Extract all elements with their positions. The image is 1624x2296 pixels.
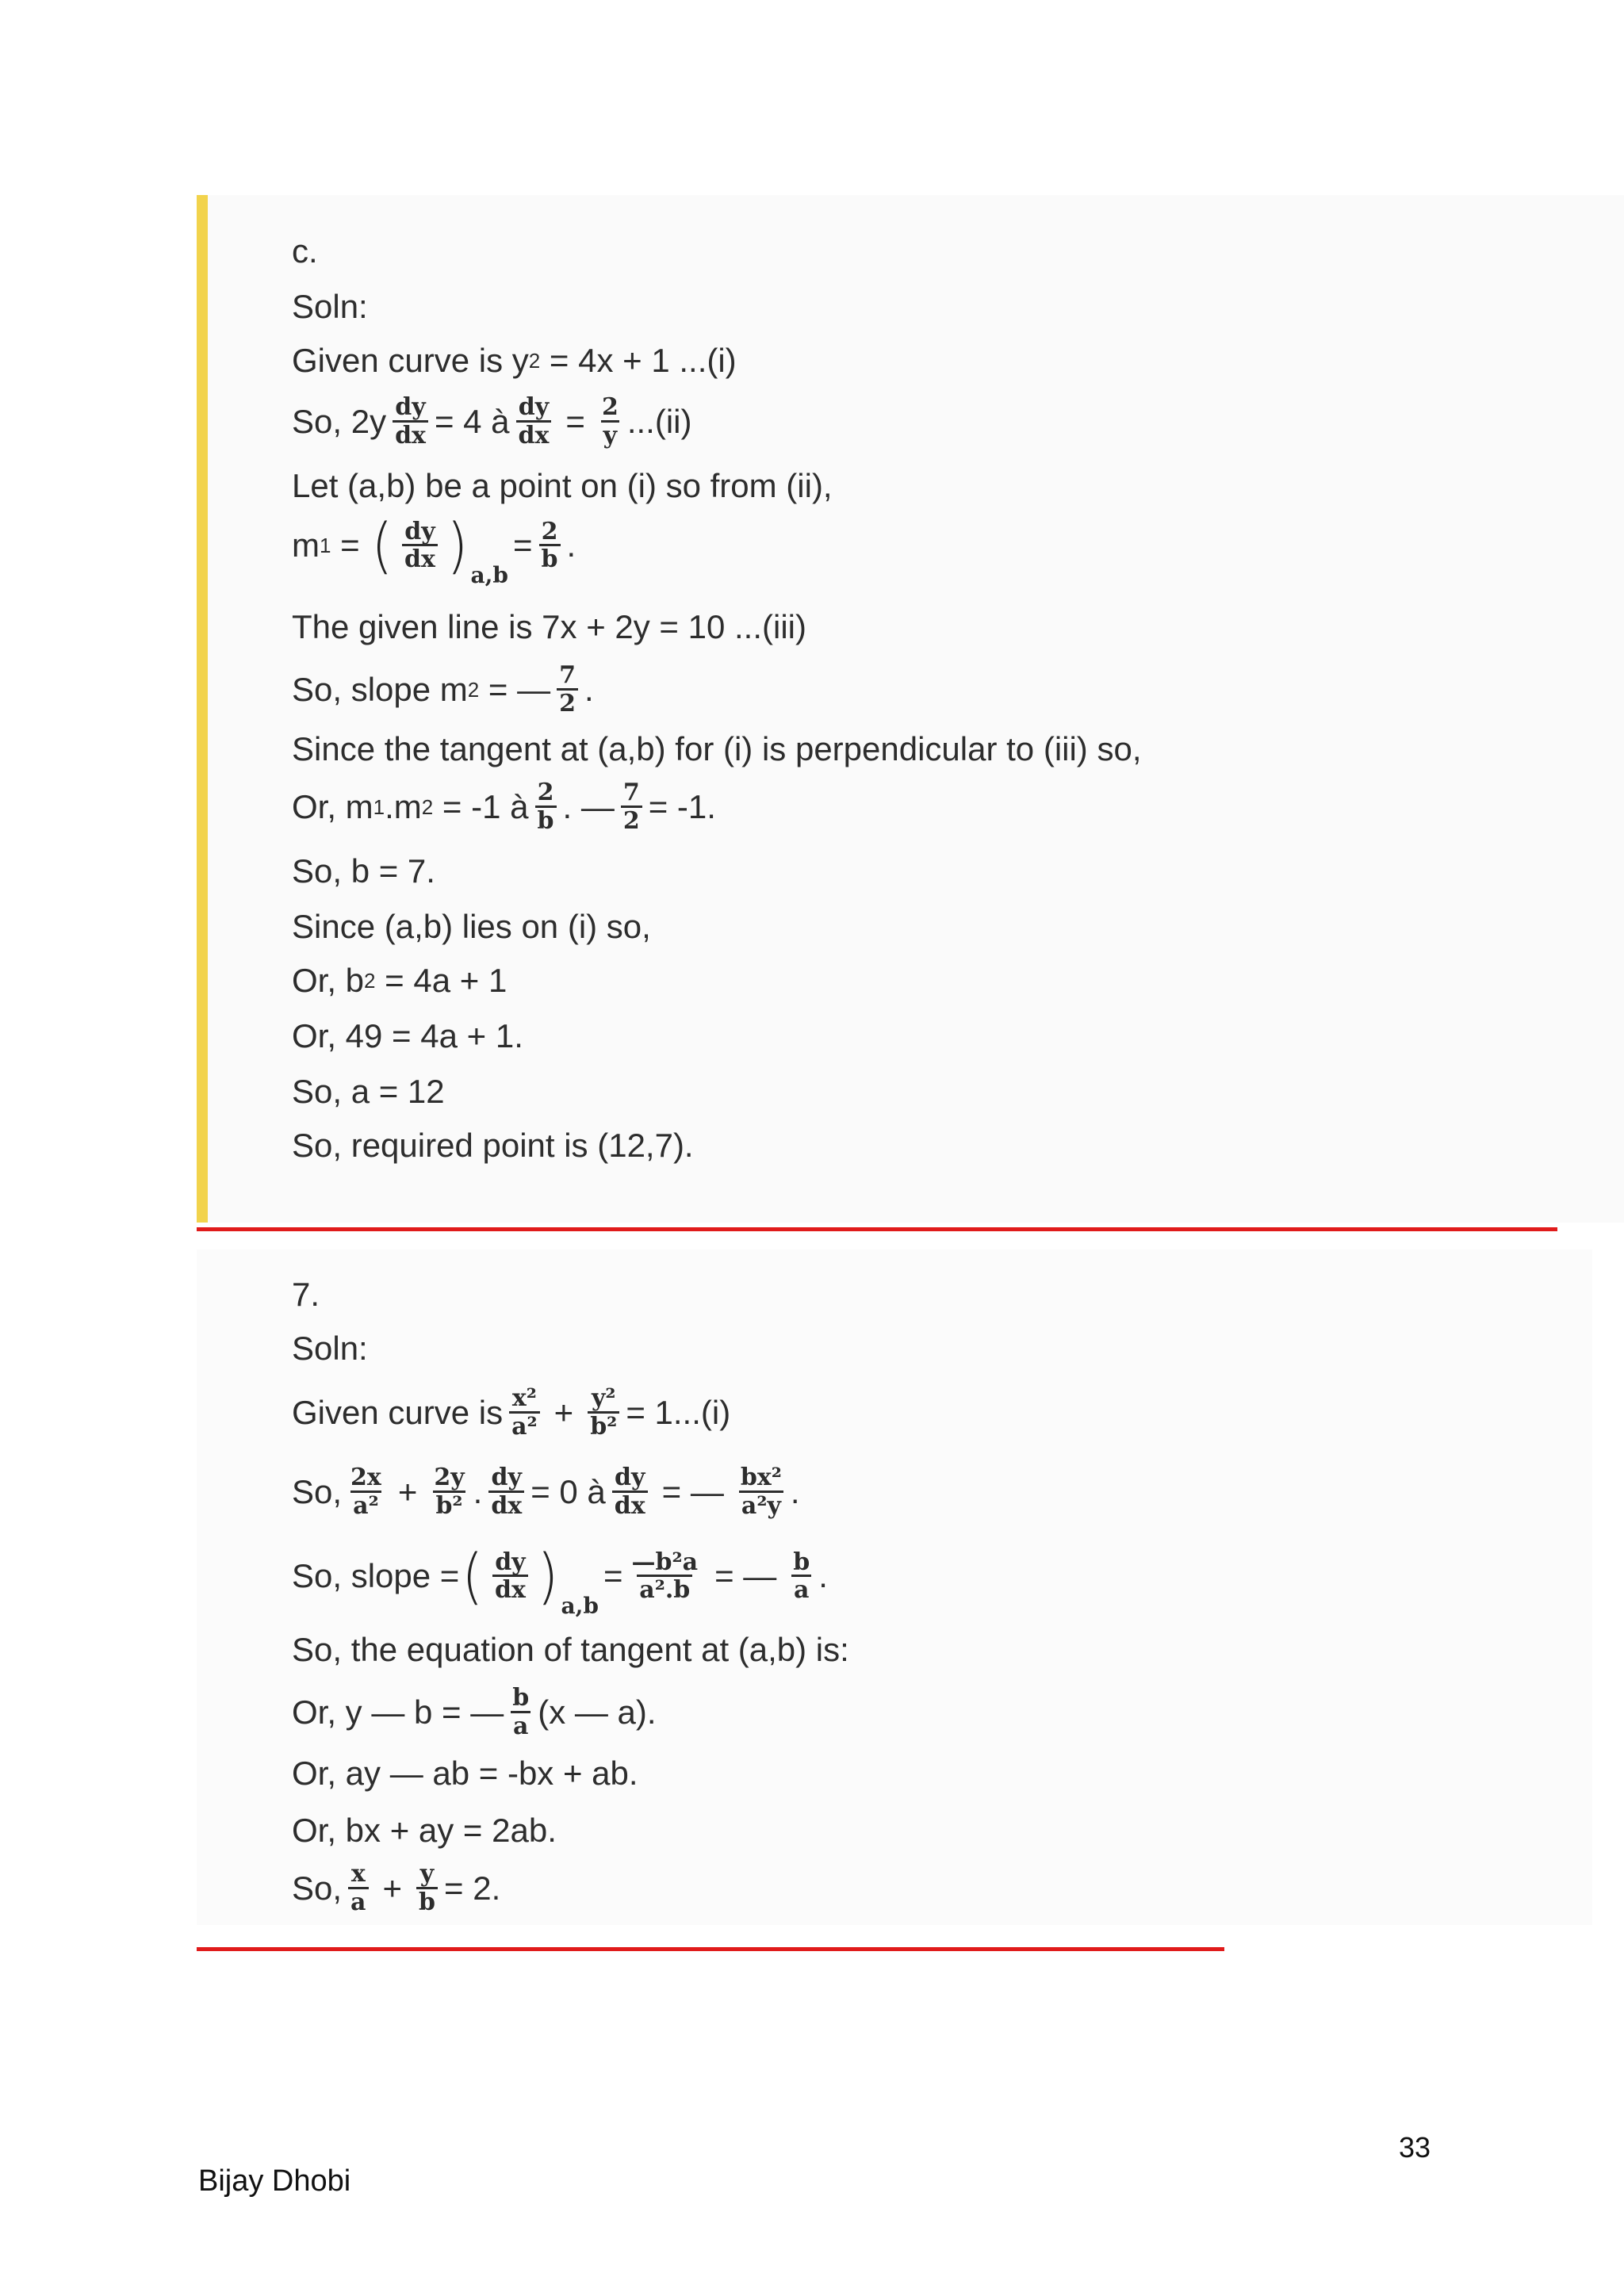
section-c-since-tangent: Since the tangent at (a,b) for (i) is perpendicular to (iii) so,: [292, 730, 1142, 767]
fraction: $\frac{dy}{dx}$: [516, 395, 552, 448]
fraction: $\frac{2}{b}$: [539, 519, 561, 572]
fraction: $\frac{7}{2}$: [557, 663, 578, 716]
fraction: $\frac{dy}{dx}$: [612, 1465, 648, 1518]
section-c-m1: m 1 = ( $\frac{dy}{dx}$ ) a,b = $\frac{2}{b}$ .: [292, 510, 576, 588]
section-7-eq-tangent: So, the equation of tangent at (a,b) is:: [292, 1631, 849, 1668]
fraction: $\frac{\text{y²}}{\text{b²}}$: [588, 1386, 619, 1439]
fraction: $\frac{\text{x²}}{\text{a²}}$: [509, 1386, 540, 1439]
section-7-derivative: So, $\frac{2x}{\text{a²}}$ + $\frac{2y}{\text{b²}}$ . $\frac{dy}{dx}$ = 0 à $\frac{dy}{dx}$ = — $\frac{\text{bx²}}{\text{a²y}}$ .: [292, 1464, 800, 1520]
fraction: $\frac{b}{a}$: [791, 1550, 812, 1603]
section-7-so-final: So, $\frac{x}{a}$ + $\frac{y}{b}$ = 2.: [292, 1860, 501, 1916]
divider-rule-bottom: [197, 1947, 1224, 1951]
fraction: $\frac{x}{a}$: [348, 1862, 368, 1915]
fraction: $\frac{2}{y}$: [601, 393, 619, 450]
section-c-derivative: So, 2y $\frac{dy}{dx}$ = 4 à $\frac{dy}{dx}$ = $\frac{2}{y}$ ...(ii): [292, 393, 692, 450]
fraction: $\frac{b}{a}$: [510, 1686, 531, 1739]
fraction: $\frac{7}{2}$: [621, 780, 642, 833]
section-c-given-line: The given line is 7x + 2y = 10 ...(iii): [292, 608, 806, 645]
section-c-so-a: So, a = 12: [292, 1073, 445, 1110]
fraction: $\frac{2y}{\text{b²}}$: [434, 1464, 465, 1520]
section-c-or-b2: Or, b 2 = 4a + 1: [292, 962, 508, 999]
page-number: 33: [1399, 2131, 1431, 2164]
section-c-given-curve: Given curve is y 2 = 4x + 1 ...(i): [292, 342, 737, 379]
section-c-so-b: So, b = 7.: [292, 852, 435, 890]
fraction: $\frac{2x}{\text{a²}}$: [350, 1464, 381, 1520]
section-7-or-y: Or, y — b = — $\frac{b}{a}$ (x — a).: [292, 1684, 657, 1740]
section-c-or-m1m2: Or, m 1 .m 2 = -1 à $\frac{2}{b}$ . — $\frac{7}{2}$ = -1.: [292, 779, 716, 835]
fraction: $\frac{dy}{dx}$: [488, 1465, 524, 1518]
fraction: $\frac{\text{—b²a}}{\text{a².b}}$: [631, 1548, 699, 1604]
author-name: Bijay Dhobi: [198, 2164, 351, 2198]
section-c-let-point: Let (a,b) be a point on (i) so from (ii),: [292, 467, 833, 504]
accent-bar: [197, 195, 208, 1223]
section-c-required-point: So, required point is (12,7).: [292, 1127, 694, 1164]
fraction: $\frac{\text{bx²}}{\text{a²y}}$: [740, 1464, 782, 1520]
section-c-since-lies: Since (a,b) lies on (i) so,: [292, 908, 651, 945]
fraction: $\frac{dy}{dx}$: [492, 1550, 528, 1603]
divider-rule: [197, 1227, 1557, 1231]
section-7-soln: Soln:: [292, 1330, 368, 1367]
fraction: $\frac{dy}{dx}$: [402, 519, 438, 572]
section-c-label: c.: [292, 232, 318, 270]
section-7-or-ay: Or, ay — ab = -bx + ab.: [292, 1755, 638, 1792]
fraction: $\frac{y}{b}$: [416, 1862, 438, 1915]
section-7-given-curve: Given curve is $\frac{\text{x²}}{\text{a²}}$ + $\frac{\text{y²}}{\text{b²}}$ = 1...(i): [292, 1384, 731, 1441]
fraction: $\frac{2}{b}$: [535, 780, 557, 833]
section-7-or-bx: Or, bx + ay = 2ab.: [292, 1812, 557, 1849]
section-c-slope-m2: So, slope m 2 = — $\frac{7}{2}$ .: [292, 661, 594, 718]
section-7-slope: So, slope = ( $\frac{dy}{dx}$ ) a,b = $\frac{\text{—b²a}}{\text{a².b}}$ = — $\frac{b}{a}$ .: [292, 1540, 828, 1619]
section-c-soln: Soln:: [292, 288, 368, 325]
fraction: $\frac{dy}{dx}$: [393, 395, 428, 448]
section-7-label: 7.: [292, 1276, 320, 1313]
section-c-or-49: Or, 49 = 4a + 1.: [292, 1017, 523, 1054]
